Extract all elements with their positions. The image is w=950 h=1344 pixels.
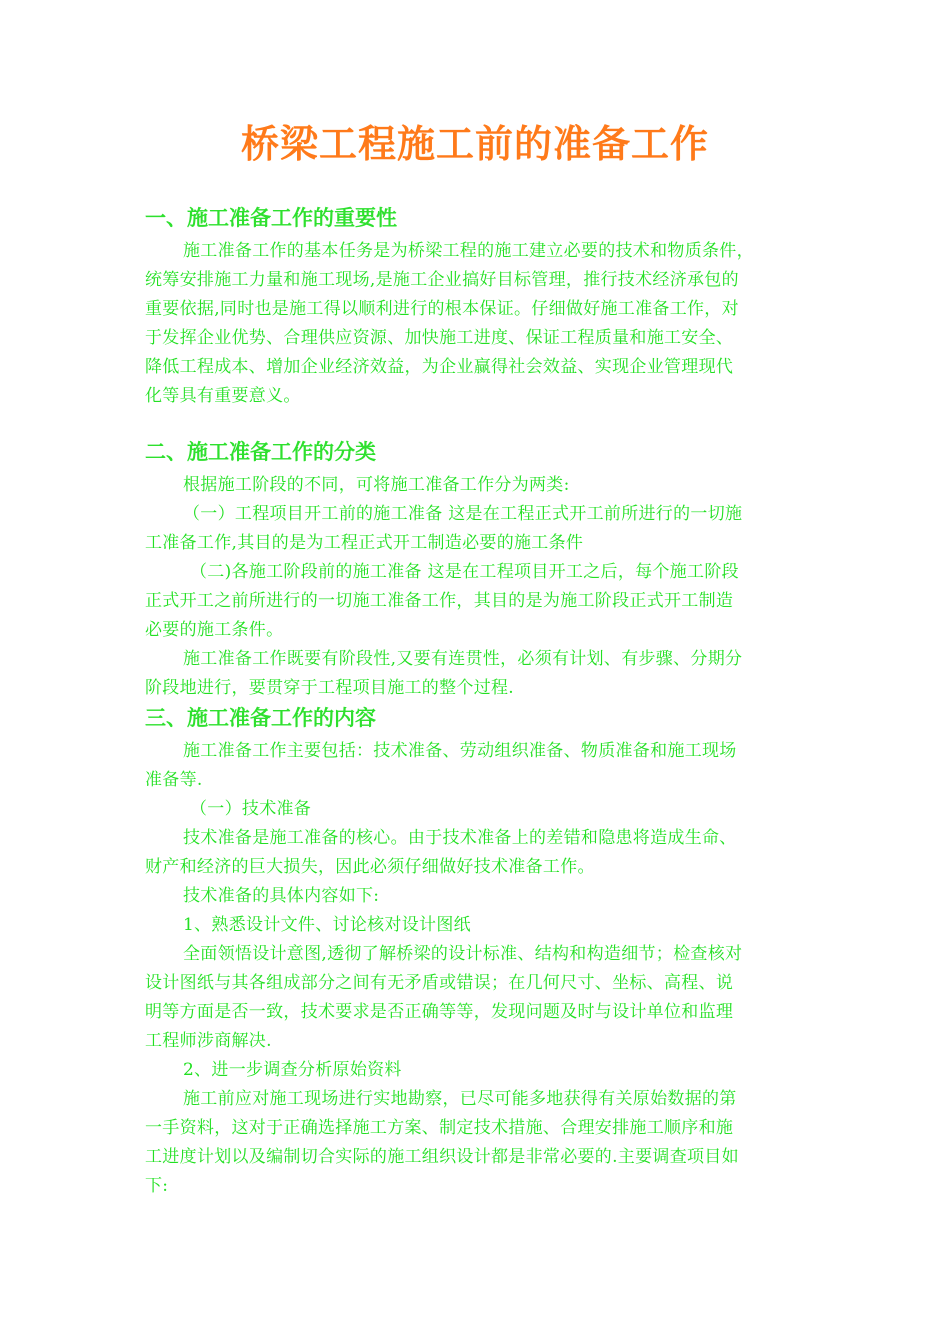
paragraph-line: 工程师涉商解决. xyxy=(145,1031,272,1051)
paragraph-line: 统筹安排施工力量和施工现场,是施工企业搞好目标管理，推行技术经济承包的 xyxy=(145,270,739,290)
paragraph-line: （二)各施工阶段前的施工准备 这是在工程项目开工之后，每个施工阶段 xyxy=(190,562,739,582)
paragraph-line: 于发挥企业优势、合理供应资源、加快施工进度、保证工程质量和施工安全、 xyxy=(145,328,734,348)
paragraph-line: 重要依据,同时也是施工得以顺利进行的根本保证。仔细做好施工准备工作，对 xyxy=(145,299,739,319)
section-heading-importance: 一、施工准备工作的重要性 xyxy=(145,206,397,230)
paragraph-line: 正式开工之前所进行的一切施工准备工作，其目的是为施工阶段正式开工制造 xyxy=(145,591,734,611)
paragraph-line: 施工准备工作既要有阶段性,又要有连贯性，必须有计划、有步骤、分期分 xyxy=(183,649,743,669)
paragraph-line: 工准备工作,其目的是为工程正式开工制造必要的施工条件 xyxy=(145,533,584,553)
paragraph-line: 技术准备的具体内容如下: xyxy=(183,886,380,906)
paragraph-line: 化等具有重要意义。 xyxy=(145,386,301,406)
paragraph-line: 下: xyxy=(145,1176,169,1196)
paragraph-line: 明等方面是否一致，技术要求是否正确等等，发现问题及时与设计单位和监理 xyxy=(145,1002,734,1022)
paragraph-line: 必要的施工条件。 xyxy=(145,620,284,640)
section-heading-classification: 二、施工准备工作的分类 xyxy=(145,440,376,464)
paragraph-line: 施工准备工作主要包括：技术准备、劳动组织准备、物质准备和施工现场 xyxy=(183,741,737,761)
paragraph-line: 一手资料，这对于正确选择施工方案、制定技术措施、合理安排施工顺序和施 xyxy=(145,1118,734,1138)
paragraph-line: 财产和经济的巨大损失，因此必须仔细做好技术准备工作。 xyxy=(145,857,595,877)
document-title: 桥梁工程施工前的准备工作 xyxy=(240,122,709,166)
paragraph-line: 施工准备工作的基本任务是为桥梁工程的施工建立必要的技术和物质条件， xyxy=(183,241,754,261)
section-heading-content: 三、施工准备工作的内容 xyxy=(145,706,376,730)
paragraph-line: 施工前应对施工现场进行实地勘察，已尽可能多地获得有关原始数据的第 xyxy=(183,1089,737,1109)
subheading-item-1: 1、熟悉设计文件、讨论核对设计图纸 xyxy=(183,915,471,935)
paragraph-line: 技术准备是施工准备的核心。由于技术准备上的差错和隐患将造成生命、 xyxy=(183,828,737,848)
paragraph-line: 准备等. xyxy=(145,770,203,790)
paragraph-line: 全面领悟设计意图,透彻了解桥梁的设计标准、结构和构造细节；检查核对 xyxy=(183,944,743,964)
subheading-item-2: 2、进一步调查分析原始资料 xyxy=(183,1060,402,1080)
subheading-technical-prep: （一）技术准备 xyxy=(190,799,312,819)
paragraph-line: 根据施工阶段的不同，可将施工准备工作分为两类: xyxy=(183,475,570,495)
paragraph-line: 设计图纸与其各组成部分之间有无矛盾或错误；在几何尺寸、坐标、高程、说 xyxy=(145,973,734,993)
paragraph-line: 工进度计划以及编制切合实际的施工组织设计都是非常必要的.主要调查项目如 xyxy=(145,1147,739,1167)
paragraph-line: （一）工程项目开工前的施工准备 这是在工程正式开工前所进行的一切施 xyxy=(183,504,743,524)
paragraph-line: 阶段地进行，要贯穿于工程项目施工的整个过程. xyxy=(145,678,515,698)
paragraph-line: 降低工程成本、增加企业经济效益，为企业赢得社会效益、实现企业管理现代 xyxy=(145,357,734,377)
